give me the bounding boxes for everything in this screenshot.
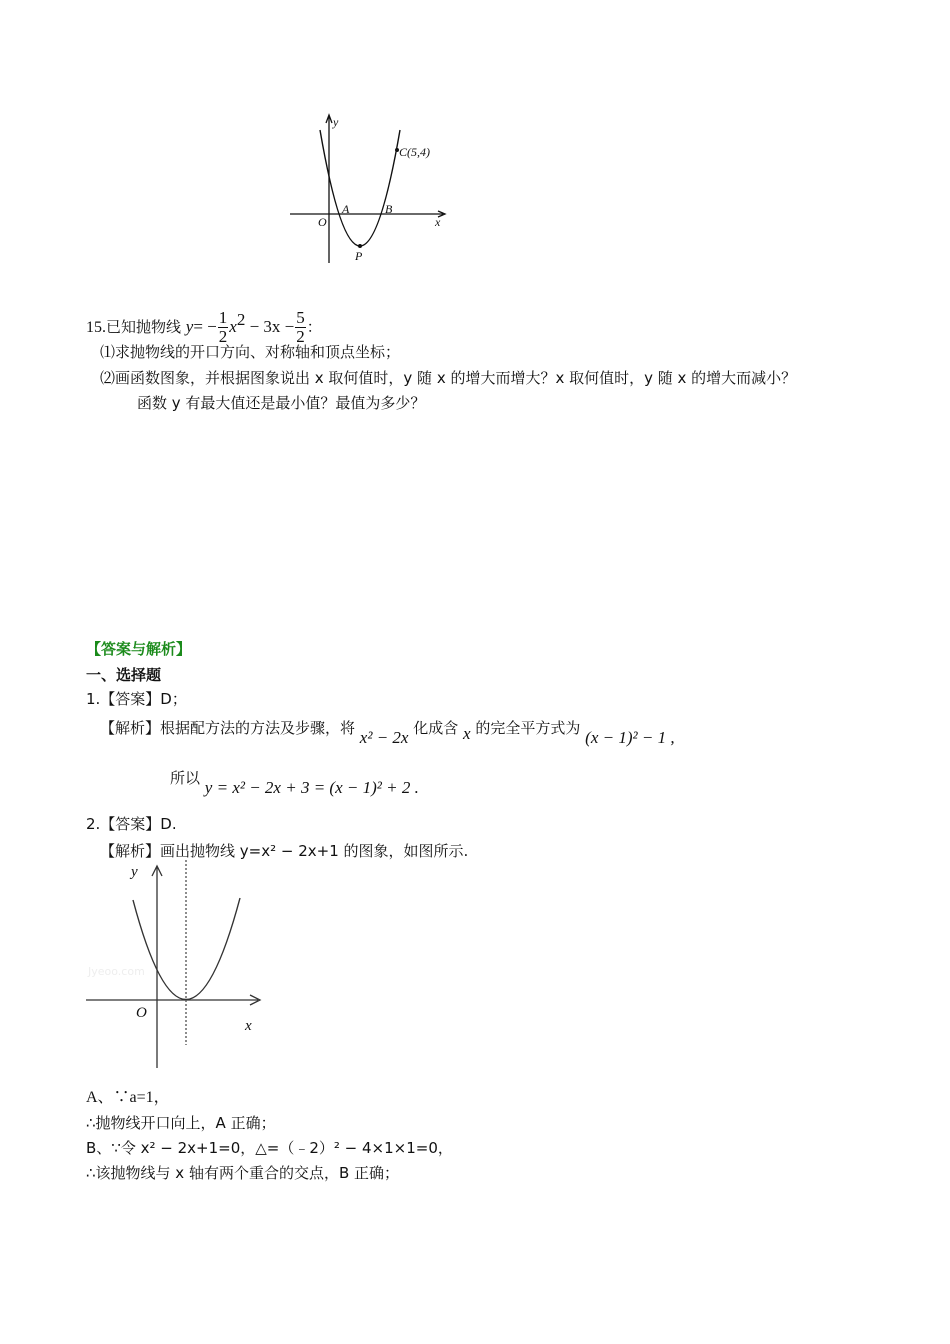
- expr-result: y = x² − 2x + 3 = (x − 1)² + 2 .: [204, 778, 419, 797]
- expl-text: 的完全平方式为: [475, 719, 581, 737]
- answer-2-label: 2.【答案】D.: [86, 815, 177, 833]
- eq-equals: = −: [193, 317, 217, 336]
- question-15-part-1: ⑴求抛物线的开口方向、对称轴和顶点坐标；: [100, 343, 401, 361]
- fraction-half: [218, 309, 229, 346]
- question-intro: 已知抛物线: [106, 318, 182, 336]
- figure-1-axes: [290, 115, 445, 263]
- fig1-point-a-label: A: [342, 202, 350, 216]
- fig1-y-label: y: [333, 115, 339, 129]
- expr-x: x: [463, 724, 471, 743]
- so-text: 所以: [170, 769, 201, 787]
- eq-x: x: [229, 317, 237, 336]
- fig1-point-p-label: P: [355, 249, 363, 263]
- fig2-y-label: y: [131, 864, 138, 880]
- fig2-origin-label: O: [136, 1005, 147, 1021]
- eq-end: ：: [306, 318, 322, 336]
- line-b2: ∴该抛物线与 x 轴有两个重合的交点，B 正确；: [86, 1164, 400, 1182]
- section-title: 一、选择题: [86, 666, 162, 684]
- fig2-x-label: x: [245, 1018, 252, 1034]
- expl-text: 化成含: [413, 719, 459, 737]
- line-a1: A、∵a=1，: [86, 1089, 170, 1106]
- question-15: 15.已知抛物线 y= − $\frac{1}{2}$ $x^2 - 3x$ − $\frac{5}{2}$ ：: [86, 308, 322, 346]
- answer-1-explanation: [100, 718, 675, 747]
- fig1-x-label: x: [435, 215, 441, 229]
- figure-1-curve: [320, 130, 400, 246]
- question-15-part-2: ⑵画函数图象，并根据图象说出 x 取何值时，y 随 x 的增大而增大？x 取何值时，y 随 x 的增大而减小？: [100, 369, 797, 387]
- denominator: 2: [296, 327, 305, 346]
- fig1-origin-label: O: [318, 215, 327, 229]
- eq-y: y: [185, 317, 194, 336]
- line-b1: B、∵令 x² − 2x+1=0，△=（﹣2）² − 4×1×1=0，: [86, 1139, 453, 1157]
- answers-header: 【答案与解析】: [86, 640, 192, 658]
- numerator: 1: [218, 308, 228, 327]
- answer-1-conclusion: [170, 768, 419, 797]
- expr-x2-2x: x² − 2x: [359, 728, 409, 747]
- fraction-five-halves: [295, 309, 306, 346]
- question-15-part-2-cont: 函数 y 有最大值还是最小值？最值为多少？: [137, 394, 426, 412]
- expl-text: 【解析】根据配方法的方法及步骤，将: [100, 719, 356, 737]
- fig1-point-c-label: C(5,4): [399, 145, 430, 159]
- line-a2: ∴抛物线开口向上，A 正确；: [86, 1114, 276, 1132]
- fig1-point-b-label: B: [385, 202, 393, 216]
- answer-1-label: 1.【答案】D；: [86, 690, 187, 708]
- question-number: 15.: [86, 319, 106, 336]
- expr-completed-square: (x − 1)² − 1 ,: [585, 728, 675, 747]
- denominator: 2: [218, 327, 228, 346]
- watermark: Jyeoo.com: [88, 965, 145, 978]
- eq-middle: − 3x −: [245, 317, 295, 336]
- numerator: 5: [296, 308, 305, 327]
- answer-2-explanation: 【解析】画出抛物线 y=x² − 2x+1 的图象，如图所示.: [100, 842, 469, 860]
